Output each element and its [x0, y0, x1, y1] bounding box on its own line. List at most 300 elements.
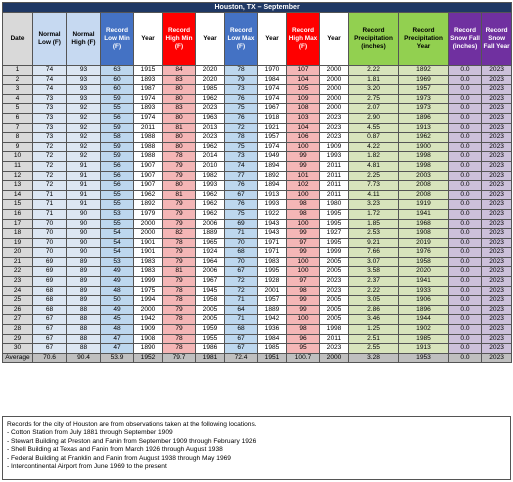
- table-cell: 1962: [399, 133, 449, 143]
- table-cell: 1913: [399, 344, 449, 354]
- table-row: [3, 325, 512, 335]
- table-cell: 1924: [196, 248, 225, 258]
- table-cell: 60: [101, 85, 134, 95]
- table-cell: 50: [101, 296, 134, 306]
- table-cell: 68: [33, 286, 67, 296]
- table-cell: 91: [67, 161, 101, 171]
- table-cell: 78: [225, 66, 258, 76]
- table-cell: 100: [287, 267, 320, 277]
- table-cell: 1988: [134, 142, 163, 152]
- table-cell: 88: [67, 344, 101, 354]
- table-cell: 1.81: [349, 75, 399, 85]
- table-cell: 2023: [320, 277, 349, 287]
- table-row: [3, 315, 512, 325]
- table-cell: 1973: [399, 104, 449, 114]
- column-header: Record Precipitation (inches): [349, 13, 399, 66]
- table-cell: 1994: [134, 296, 163, 306]
- table-cell: 0.0: [449, 238, 482, 248]
- table-cell: 2023: [482, 277, 512, 287]
- table-cell: 2003: [399, 171, 449, 181]
- table-cell: 73: [33, 94, 67, 104]
- table-cell: 1.72: [349, 209, 399, 219]
- table-cell: 1986: [196, 344, 225, 354]
- table-cell: 1998: [399, 152, 449, 162]
- table-cell: 1984: [258, 75, 287, 85]
- table-cell: 74: [225, 161, 258, 171]
- table-cell: 2023: [482, 66, 512, 76]
- table-row: [3, 142, 512, 152]
- table-cell: 1958: [196, 296, 225, 306]
- table-cell: 93: [67, 66, 101, 76]
- table-row: [3, 334, 512, 344]
- note-line: - Shell Building at Texas and Fanin from March 1926 through August 1938: [7, 446, 223, 454]
- table-cell: 2000: [320, 75, 349, 85]
- table-cell: 79: [163, 161, 196, 171]
- table-cell: 2023: [482, 85, 512, 95]
- note-line: - Intercontinental Airport from June 1969 to the present: [7, 463, 167, 471]
- average-cell: 72.4: [225, 353, 258, 363]
- table-cell: 72: [33, 171, 67, 181]
- table-cell: 1908: [134, 334, 163, 344]
- table-cell: 93: [67, 75, 101, 85]
- table-cell: 78: [163, 152, 196, 162]
- table-cell: 70: [33, 229, 67, 239]
- table-cell: 92: [67, 142, 101, 152]
- table-cell: 80: [163, 85, 196, 95]
- table-cell: 1.82: [349, 152, 399, 162]
- average-cell: 1981: [196, 353, 225, 363]
- table-cell: 5: [3, 104, 33, 114]
- table-cell: 24: [3, 286, 33, 296]
- table-cell: 91: [67, 181, 101, 191]
- table-cell: 2008: [399, 181, 449, 191]
- table-cell: 13: [3, 181, 33, 191]
- table-cell: 7: [3, 123, 33, 133]
- table-cell: 108: [287, 104, 320, 114]
- table-cell: 1913: [258, 190, 287, 200]
- table-cell: 1907: [134, 171, 163, 181]
- table-row: [3, 104, 512, 114]
- average-cell: 3.28: [349, 353, 399, 363]
- table-row: [3, 296, 512, 306]
- table-cell: 1.25: [349, 325, 399, 335]
- table-cell: 0.0: [449, 344, 482, 354]
- table-cell: 49: [101, 305, 134, 315]
- table-cell: 90: [67, 238, 101, 248]
- table-cell: 0.0: [449, 152, 482, 162]
- table-cell: 1927: [320, 229, 349, 239]
- table-cell: 1985: [399, 334, 449, 344]
- table-cell: 1943: [258, 219, 287, 229]
- table-cell: 2005: [196, 315, 225, 325]
- table-cell: 20: [3, 248, 33, 258]
- table-cell: 59: [101, 142, 134, 152]
- table-cell: 1941: [399, 209, 449, 219]
- average-cell: Average: [3, 353, 33, 363]
- table-cell: 71: [225, 229, 258, 239]
- table-cell: 0.0: [449, 305, 482, 315]
- table-cell: 91: [67, 190, 101, 200]
- table-cell: 2005: [320, 267, 349, 277]
- table-cell: 2023: [482, 315, 512, 325]
- table-cell: 4.22: [349, 142, 399, 152]
- table-cell: 93: [67, 85, 101, 95]
- table-cell: 2023: [320, 133, 349, 143]
- average-cell: 1953: [399, 353, 449, 363]
- table-cell: 2023: [482, 113, 512, 123]
- table-cell: 2023: [482, 75, 512, 85]
- table-cell: 89: [67, 277, 101, 287]
- table-cell: 2023: [482, 142, 512, 152]
- table-cell: 80: [163, 94, 196, 104]
- table-cell: 56: [101, 113, 134, 123]
- table-row: [3, 257, 512, 267]
- table-cell: 29: [3, 334, 33, 344]
- table-cell: 1943: [258, 229, 287, 239]
- table-cell: 1896: [399, 113, 449, 123]
- table-cell: 55: [101, 200, 134, 210]
- table-cell: 0.0: [449, 200, 482, 210]
- table-cell: 48: [101, 286, 134, 296]
- table-cell: 2023: [482, 152, 512, 162]
- table-row: [3, 161, 512, 171]
- average-cell: 0.0: [449, 353, 482, 363]
- table-cell: 78: [163, 286, 196, 296]
- table-cell: 55: [101, 190, 134, 200]
- table-cell: 11: [3, 161, 33, 171]
- table-cell: 2023: [320, 113, 349, 123]
- table-cell: 1: [3, 66, 33, 76]
- table-cell: 2000: [134, 219, 163, 229]
- table-cell: 2010: [196, 161, 225, 171]
- table-cell: 1962: [196, 209, 225, 219]
- table-cell: 21: [3, 257, 33, 267]
- table-cell: 1970: [258, 66, 287, 76]
- table-cell: 23: [3, 277, 33, 287]
- table-cell: 2023: [482, 344, 512, 354]
- column-header: Record Snow Fall Year: [482, 13, 512, 66]
- table-row: [3, 344, 512, 354]
- table-cell: 1944: [399, 315, 449, 325]
- table-cell: 1974: [134, 94, 163, 104]
- table-cell: 10: [3, 152, 33, 162]
- table-cell: 67: [33, 344, 67, 354]
- table-cell: 104: [287, 75, 320, 85]
- table-cell: 2000: [320, 94, 349, 104]
- table-cell: 70: [225, 238, 258, 248]
- table-cell: 3.58: [349, 267, 399, 277]
- table-cell: 99: [287, 296, 320, 306]
- table-cell: 18: [3, 229, 33, 239]
- table-cell: 2023: [320, 344, 349, 354]
- table-cell: 68: [33, 305, 67, 315]
- table-cell: 71: [33, 190, 67, 200]
- table-cell: 89: [67, 267, 101, 277]
- table-cell: 1968: [399, 219, 449, 229]
- table-cell: 2023: [482, 267, 512, 277]
- table-cell: 1975: [134, 286, 163, 296]
- table-cell: 0.0: [449, 219, 482, 229]
- table-cell: 1963: [196, 113, 225, 123]
- table-cell: 1.85: [349, 219, 399, 229]
- table-cell: 1962: [134, 190, 163, 200]
- table-cell: 0.0: [449, 133, 482, 143]
- table-cell: 75: [225, 104, 258, 114]
- table-cell: 0.0: [449, 181, 482, 191]
- table-cell: 1896: [399, 305, 449, 315]
- table-cell: 2.22: [349, 286, 399, 296]
- climate-table-container: [2, 2, 511, 363]
- column-header: Record Snow Fall (inches): [449, 13, 482, 66]
- table-cell: 1993: [258, 200, 287, 210]
- table-cell: 2000: [134, 229, 163, 239]
- table-cell: 73: [225, 85, 258, 95]
- table-cell: 1967: [196, 277, 225, 287]
- table-row: [3, 267, 512, 277]
- table-cell: 0.0: [449, 66, 482, 76]
- table-row: [3, 305, 512, 315]
- table-cell: 100: [287, 219, 320, 229]
- table-cell: 67: [225, 344, 258, 354]
- table-cell: 1892: [258, 171, 287, 181]
- table-cell: 2023: [482, 200, 512, 210]
- table-cell: 2000: [320, 104, 349, 114]
- table-row: [3, 229, 512, 239]
- column-header: Year: [320, 13, 349, 66]
- table-cell: 1907: [134, 181, 163, 191]
- table-cell: 2023: [482, 219, 512, 229]
- table-cell: 75: [225, 142, 258, 152]
- table-cell: 0.0: [449, 123, 482, 133]
- table-cell: 92: [67, 113, 101, 123]
- table-cell: 1995: [320, 238, 349, 248]
- average-cell: 90.4: [67, 353, 101, 363]
- table-cell: 99: [287, 248, 320, 258]
- table-row: [3, 190, 512, 200]
- table-cell: 95: [287, 344, 320, 354]
- table-row: [3, 238, 512, 248]
- table-cell: 2011: [320, 181, 349, 191]
- table-cell: 74: [33, 85, 67, 95]
- table-cell: 100: [287, 257, 320, 267]
- table-cell: 64: [225, 305, 258, 315]
- table-cell: 0.0: [449, 325, 482, 335]
- table-cell: 1894: [258, 181, 287, 191]
- column-header: Normal High (F): [67, 13, 101, 66]
- table-cell: 0.0: [449, 315, 482, 325]
- table-cell: 2.55: [349, 344, 399, 354]
- table-cell: 71: [33, 209, 67, 219]
- table-cell: 1971: [258, 248, 287, 258]
- table-cell: 72: [33, 152, 67, 162]
- table-cell: 1901: [134, 238, 163, 248]
- column-header: Normal Low (F): [33, 13, 67, 66]
- table-cell: 2023: [482, 209, 512, 219]
- table-title: Houston, TX – September: [3, 3, 512, 13]
- table-cell: 92: [67, 104, 101, 114]
- table-cell: 2023: [482, 94, 512, 104]
- table-cell: 49: [101, 267, 134, 277]
- table-cell: 1942: [134, 315, 163, 325]
- table-cell: 1892: [134, 200, 163, 210]
- table-cell: 0.0: [449, 248, 482, 258]
- note-line: - Stewart Building at Preston and Fanin from September 1909 through February 1926: [7, 437, 257, 445]
- table-cell: 2000: [320, 66, 349, 76]
- table-cell: 17: [3, 219, 33, 229]
- table-cell: 12: [3, 171, 33, 181]
- table-row: [3, 75, 512, 85]
- table-cell: 72: [225, 286, 258, 296]
- table-cell: 1979: [134, 209, 163, 219]
- table-row: [3, 152, 512, 162]
- table-cell: 56: [101, 181, 134, 191]
- table-cell: 1901: [134, 248, 163, 258]
- table-cell: 2023: [482, 190, 512, 200]
- table-cell: 72: [33, 181, 67, 191]
- average-cell: 100.7: [287, 353, 320, 363]
- table-cell: 70: [33, 219, 67, 229]
- table-cell: 1999: [134, 277, 163, 287]
- table-cell: 0.87: [349, 133, 399, 143]
- table-cell: 3.20: [349, 85, 399, 95]
- table-cell: 76: [225, 94, 258, 104]
- table-cell: 92: [67, 123, 101, 133]
- table-row: [3, 181, 512, 191]
- table-cell: 56: [101, 171, 134, 181]
- table-cell: 1913: [399, 123, 449, 133]
- table-cell: 0.0: [449, 171, 482, 181]
- table-cell: 79: [163, 248, 196, 258]
- table-cell: 1973: [399, 94, 449, 104]
- table-cell: 4.55: [349, 123, 399, 133]
- average-cell: 53.9: [101, 353, 134, 363]
- table-cell: 45: [101, 315, 134, 325]
- table-cell: 98: [287, 286, 320, 296]
- table-cell: 2005: [320, 315, 349, 325]
- table-cell: 1983: [134, 267, 163, 277]
- table-cell: 1965: [196, 238, 225, 248]
- table-cell: 2013: [196, 123, 225, 133]
- table-cell: 101: [287, 171, 320, 181]
- table-cell: 2: [3, 75, 33, 85]
- table-cell: 1893: [134, 75, 163, 85]
- table-cell: 2.90: [349, 113, 399, 123]
- table-row: [3, 133, 512, 143]
- table-cell: 74: [33, 66, 67, 76]
- table-cell: 26: [3, 305, 33, 315]
- table-cell: 0.0: [449, 190, 482, 200]
- table-cell: 2023: [482, 305, 512, 315]
- table-cell: 53: [101, 257, 134, 267]
- table-cell: 1919: [399, 200, 449, 210]
- table-cell: 98: [287, 209, 320, 219]
- table-cell: 93: [67, 94, 101, 104]
- table-cell: 2023: [482, 334, 512, 344]
- table-cell: 1922: [258, 209, 287, 219]
- table-cell: 67: [33, 334, 67, 344]
- table-cell: 109: [287, 94, 320, 104]
- table-cell: 80: [163, 113, 196, 123]
- table-cell: 2.25: [349, 171, 399, 181]
- table-cell: 54: [101, 238, 134, 248]
- table-cell: 1909: [134, 325, 163, 335]
- table-cell: 1936: [258, 325, 287, 335]
- table-cell: 103: [287, 113, 320, 123]
- column-header: Year: [134, 13, 163, 66]
- table-cell: 1902: [399, 325, 449, 335]
- table-cell: 73: [33, 133, 67, 143]
- table-cell: 99: [287, 305, 320, 315]
- table-cell: 55: [101, 104, 134, 114]
- table-cell: 76: [225, 181, 258, 191]
- table-cell: 88: [67, 305, 101, 315]
- table-cell: 73: [33, 123, 67, 133]
- table-cell: 90: [67, 219, 101, 229]
- column-header: Date: [3, 13, 33, 66]
- note-line: - Cotton Station from July 1881 through September 1909: [7, 429, 173, 437]
- table-cell: 1908: [399, 229, 449, 239]
- table-cell: 69: [33, 267, 67, 277]
- table-cell: 1909: [320, 142, 349, 152]
- table-cell: 71: [33, 200, 67, 210]
- table-cell: 63: [101, 66, 134, 76]
- table-row: [3, 219, 512, 229]
- table-cell: 1894: [258, 161, 287, 171]
- table-cell: 76: [225, 113, 258, 123]
- table-cell: 47: [101, 344, 134, 354]
- average-row: [3, 353, 512, 363]
- average-cell: 70.6: [33, 353, 67, 363]
- table-cell: 1974: [258, 94, 287, 104]
- table-cell: 1998: [399, 161, 449, 171]
- table-cell: 1959: [196, 325, 225, 335]
- table-cell: 2.53: [349, 229, 399, 239]
- table-cell: 1995: [320, 209, 349, 219]
- table-row: [3, 286, 512, 296]
- table-cell: 2.37: [349, 277, 399, 287]
- table-cell: 59: [101, 152, 134, 162]
- table-row: [3, 277, 512, 287]
- table-cell: 3: [3, 85, 33, 95]
- table-cell: 78: [163, 238, 196, 248]
- table-cell: 99: [287, 152, 320, 162]
- table-row: [3, 248, 512, 258]
- table-cell: 72: [225, 277, 258, 287]
- table-cell: 1980: [320, 200, 349, 210]
- table-cell: 89: [67, 296, 101, 306]
- table-cell: 72: [225, 123, 258, 133]
- table-cell: 0.0: [449, 104, 482, 114]
- table-cell: 97: [287, 277, 320, 287]
- table-row: [3, 113, 512, 123]
- table-cell: 78: [225, 133, 258, 143]
- table-cell: 2014: [196, 152, 225, 162]
- table-cell: 3.05: [349, 296, 399, 306]
- table-cell: 79: [163, 209, 196, 219]
- table-cell: 79: [163, 200, 196, 210]
- table-cell: 2023: [482, 248, 512, 258]
- table-cell: 1999: [320, 248, 349, 258]
- table-cell: 100: [287, 315, 320, 325]
- table-cell: 1962: [196, 94, 225, 104]
- table-cell: 1941: [399, 277, 449, 287]
- table-cell: 1962: [196, 142, 225, 152]
- table-cell: 78: [163, 344, 196, 354]
- table-cell: 2023: [482, 133, 512, 143]
- table-cell: 79: [163, 171, 196, 181]
- table-cell: 1957: [258, 133, 287, 143]
- table-cell: 1967: [258, 104, 287, 114]
